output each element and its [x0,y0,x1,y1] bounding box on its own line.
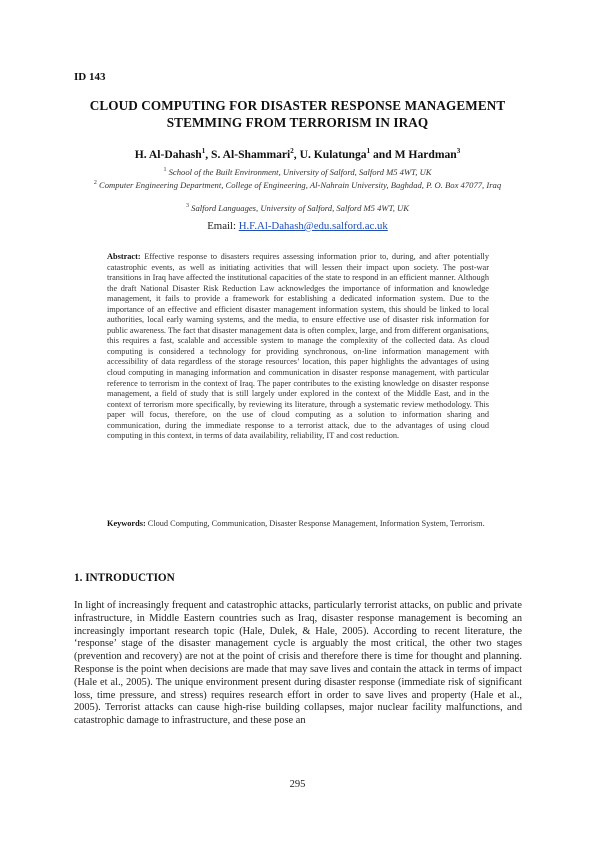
author-affiliation-mark: 3 [456,147,461,156]
author-separator: , [293,148,300,161]
keywords-text: Cloud Computing, Communication, Disaster Response Management, Information System, Terrorism. [147,519,485,528]
title-line-1: CLOUD COMPUTING FOR DISASTER RESPONSE MANAGEMENT [89,98,506,113]
affiliation-mark: 3 [186,203,190,210]
contact-email [60,220,535,232]
paper-id: ID 143 [74,71,106,83]
page-number: 295 [289,779,306,790]
author-separator: and [370,148,395,161]
abstract-label: Abstract: [107,252,141,261]
author-separator: , [205,148,212,161]
affiliation-text: Salford Languages, University of Salford, Salford M5 4WT, UK [191,203,409,213]
author-affiliation-mark: 1 [366,147,371,156]
affiliation-3 [70,203,525,213]
title-line-2: STEMMING FROM TERRORISM IN IRAQ [166,115,429,130]
section-heading: 1. INTRODUCTION [74,572,175,584]
affiliation-text: Computer Engineering Department, College of Engineering, Al-Nahrain University, Baghdad, P. O. Box 47077, Iraq [99,180,502,190]
email-label: Email: [207,220,239,232]
author-list [60,148,535,161]
author-name: H. Al-Dahash [134,148,202,161]
affiliation-2 [70,180,525,190]
email-link[interactable]: H.F.Al-Dahash@edu.salford.ac.uk [238,220,388,232]
abstract-text: Effective response to disasters requires assessing information prior to, during, and after potentially catastrophic events, as well as initiating activities that will lessen their impact upon society. The post-war transitions in Iraq have affected the institutional capacities of the state to respond in an efficient manner. Although the draft National Disaster Risk Reduction Law acknowledges the importance of information and knowledge management, it fails to provide a framework for establishing a dedicated information system. Due to the importance of an effective and efficient disaster management information system, this should be linked to local authorities, local early warning systems, and the media, to ensure effective use of disaster risk information for public awareness. The fact that disaster management data is often complex, large, and from different organisations, this requires a fast, scalable and accessible system to manage the complexity of the collected data. As cloud computing is considered a technology for providing synchronous, on-line information management with accessibility of data regardless of the storage resources’ location, this paper highlights the advantages of using cloud computing in managing information and communication in disaster response management, with particular reference to terrorism in the context of Iraq. The paper contributes to the existing knowledge on disaster response management, a field of study that is still largely under explored in the context of the Middle East, and in the context of terrorism more specifically, by reviewing its literature, through a systematic review methodology. This paper will focus, therefore, on the use of cloud computing as a solution to information sharing and communication, during the immediate response to a terrorist attack, due to the advantages of using cloud computing in this context, in terms of data availability, reliability, IT and cost reduction. [107,252,489,441]
affiliation-text: School of the Built Environment, University of Salford, Salford M5 4WT, UK [168,167,432,177]
author-name: M Hardman [394,148,457,161]
keywords [107,519,489,530]
keywords-label: Keywords: [107,519,146,528]
affiliation-1 [70,167,525,177]
author-affiliation-mark: 2 [290,147,294,156]
affiliation-mark: 2 [93,180,97,187]
introduction-paragraph: In light of increasingly frequent and catastrophic attacks, particularly terrorist attacks, on public and private infrastructure, in Middle Eastern countries such as Iraq, disaster response management is becoming an increasingly important research topic (Hale, Dulek, & Hale, 2005). According to recent literature, the ‘response’ stage of the disaster management cycle is arguably the most critical, the other two stages (prevention and recovery) are not at the point of crisis and therefore there is time for thought and planning. Response is the point when decisions are made that may save lives and contain the attack in terms of impact (Hale et al., 2005). The unique environment present during disaster response (immediate risk of significant loss, time pressure, and stress) requires research effort in order to save lives and property (Hale et al., 2005). Terrorist attacks can cause high-rise building collapses, major nuclear facility malfunctions, and catastrophic damage to infrastructure, and these pose an [74,600,522,727]
author-affiliation-mark: 1 [201,147,206,156]
author-name: U. Kulatunga [299,148,367,161]
paper-title [60,97,535,131]
author-name: S. Al-Shammari [211,148,291,161]
abstract [107,252,489,442]
affiliation-mark: 1 [163,167,167,174]
